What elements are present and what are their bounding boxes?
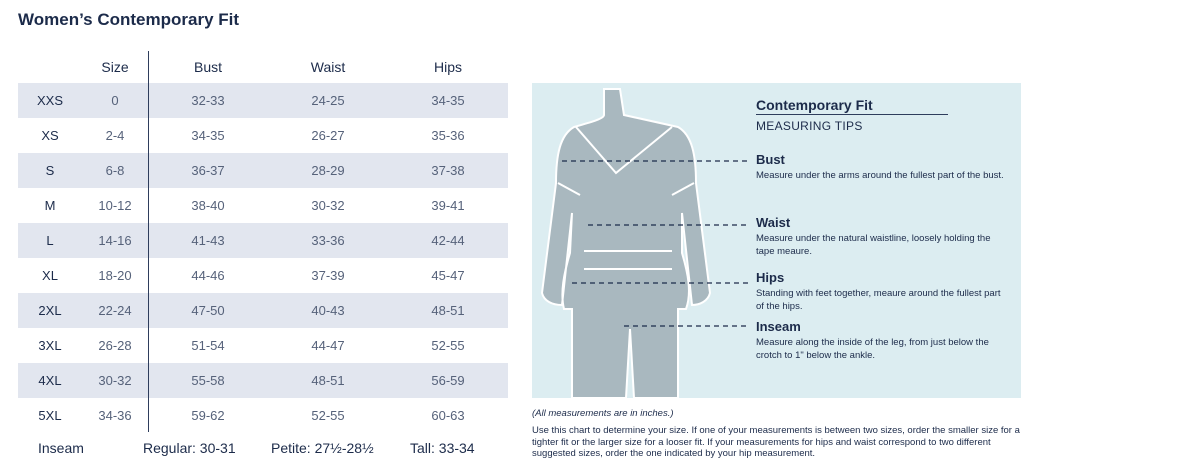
cell-bust: 41-43 <box>191 233 225 248</box>
header-size: Size <box>101 59 129 75</box>
cell-hips: 39-41 <box>431 198 465 213</box>
cell-hips: 56-59 <box>431 373 465 388</box>
page-title: Women’s Contemporary Fit <box>18 10 240 29</box>
measuring-tips-panel <box>532 83 1021 398</box>
table-divider <box>148 51 149 432</box>
cell-waist: 48-51 <box>311 373 345 388</box>
cell-bust: 55-58 <box>191 373 225 388</box>
cell-bust: 59-62 <box>191 408 225 423</box>
cell-size: 10-12 <box>98 198 132 213</box>
table-row <box>18 118 508 153</box>
cell-bust: 44-46 <box>191 268 225 283</box>
waist-tip-desc: Measure under the natural waistline, loosely holding the tape meaure. <box>756 233 991 257</box>
cell-waist: 33-36 <box>311 233 345 248</box>
cell-waist: 30-32 <box>311 198 345 213</box>
cell-bust: 47-50 <box>191 303 225 318</box>
cell-hips: 35-36 <box>431 128 465 143</box>
table-header <box>18 50 508 83</box>
header-hips: Hips <box>433 59 462 75</box>
row-label: 4XL <box>38 373 62 388</box>
row-label: XXS <box>36 93 63 108</box>
cell-hips: 42-44 <box>431 233 465 248</box>
table-row <box>18 293 508 328</box>
cell-size: 18-20 <box>98 268 132 283</box>
waist-tip-title: Waist <box>756 215 791 230</box>
inseam-tall: Tall: 33-34 <box>410 440 475 456</box>
cell-waist: 28-29 <box>311 163 345 178</box>
cell-hips: 48-51 <box>431 303 465 318</box>
cell-size: 14-16 <box>98 233 132 248</box>
cell-size: 22-24 <box>98 303 132 318</box>
row-label: S <box>45 163 55 178</box>
cell-hips: 34-35 <box>431 93 465 108</box>
measurement-note: (All measurements are in inches.) <box>532 408 674 419</box>
inseam-row <box>18 440 518 464</box>
cell-size: 30-32 <box>98 373 132 388</box>
cell-bust: 34-35 <box>191 128 225 143</box>
table-row <box>18 363 508 398</box>
row-label: 2XL <box>38 303 62 318</box>
cell-waist: 40-43 <box>311 303 345 318</box>
tips-subtitle: MEASURING TIPS <box>756 119 863 133</box>
inseam-petite: Petite: 27½-28½ <box>271 440 374 456</box>
tips-title-underline <box>756 114 948 115</box>
tips-title: Contemporary Fit <box>756 97 873 113</box>
cell-size: 6-8 <box>105 163 125 178</box>
row-label: XL <box>42 268 58 283</box>
table-row <box>18 83 508 118</box>
cell-bust: 32-33 <box>191 93 225 108</box>
hips-tip-desc: Standing with feet together, meaure around the fullest part of the hips. <box>756 288 1001 312</box>
row-label: 5XL <box>38 408 62 423</box>
cell-waist: 52-55 <box>311 408 345 423</box>
table-row <box>18 188 508 223</box>
bust-tip-title: Bust <box>756 152 785 167</box>
row-label: M <box>44 198 56 213</box>
cell-hips: 52-55 <box>431 338 465 353</box>
cell-size: 0 <box>111 93 119 108</box>
table-row <box>18 398 508 433</box>
cell-waist: 44-47 <box>311 338 345 353</box>
inseam-regular: Regular: 30-31 <box>143 440 236 456</box>
inseam-label: Inseam <box>38 440 84 456</box>
table-row <box>18 328 508 363</box>
cell-size: 34-36 <box>98 408 132 423</box>
cell-size: 26-28 <box>98 338 132 353</box>
inseam-tip-desc: Measure along the inside of the leg, from just below the crotch to 1" below the ankle. <box>756 337 989 361</box>
table-row <box>18 258 508 293</box>
cell-bust: 36-37 <box>191 163 225 178</box>
cell-waist: 37-39 <box>311 268 345 283</box>
size-table <box>18 50 508 433</box>
cell-bust: 51-54 <box>191 338 225 353</box>
row-label: L <box>46 233 54 248</box>
header-waist: Waist <box>310 59 346 75</box>
inseam-tip-title: Inseam <box>756 319 801 334</box>
header-bust: Bust <box>193 59 222 75</box>
table-row <box>18 223 508 258</box>
cell-hips: 60-63 <box>431 408 465 423</box>
row-label: 3XL <box>38 338 62 353</box>
cell-waist: 24-25 <box>311 93 345 108</box>
hips-tip-title: Hips <box>756 270 785 285</box>
bust-tip-desc: Measure under the arms around the fullest part of the bust. <box>756 170 1004 181</box>
sizing-instructions: Use this chart to determine your size. If one of your measurements is between two sizes, order the smaller size for a tighter fit or the larger size for a looser fit. If your measurements for hips and waist correspond to two different suggested sizes, order the one indicated by your hip measurement. <box>532 425 1020 459</box>
table-row <box>18 153 508 188</box>
row-label: XS <box>41 128 59 143</box>
cell-hips: 37-38 <box>431 163 465 178</box>
cell-size: 2-4 <box>105 128 125 143</box>
cell-bust: 38-40 <box>191 198 225 213</box>
cell-hips: 45-47 <box>431 268 465 283</box>
cell-waist: 26-27 <box>311 128 345 143</box>
mannequin-shape <box>542 89 710 398</box>
